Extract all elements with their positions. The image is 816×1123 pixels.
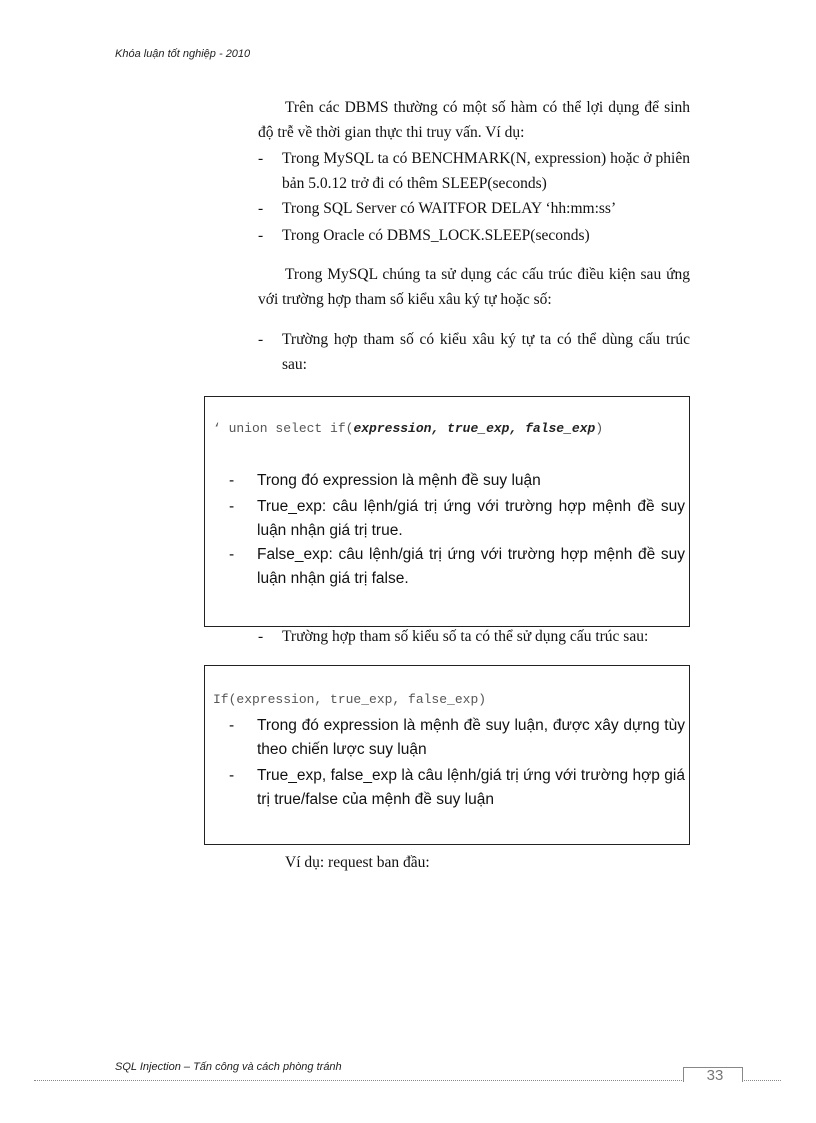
code-box-string [204,396,690,627]
bullet-dash: - [229,472,235,489]
number-case-text: Trường hợp tham số kiểu số ta có thể sử dụng cấu trúc sau: [282,628,649,645]
code-box-number [204,665,690,845]
bullet-dash: - [229,717,235,734]
box-bullet [229,495,685,543]
box-bullet [229,543,685,591]
bullet-dash: - [229,498,235,515]
bullet-dash: - [229,546,235,563]
box-bullet [229,764,685,812]
box-bullet-text: False_exp: câu lệnh/giá trị ứng với trường hợp mệnh đề suy luận nhận giá trị false. [257,546,685,587]
bullet-item [258,624,690,649]
running-header: Khóa luận tốt nghiệp - 2010 [115,48,251,60]
bullet-text-mysql: Trong MySQL ta có BENCHMARK(N, expression) hoặc ở phiên bản 5.0.12 trở đi có thêm SLEEP(seconds) [282,150,690,192]
box-bullet-text: Trong đó expression là mệnh đề suy luận, được xây dựng tùy theo chiến lược suy luận [257,717,685,758]
page-number: 33 [706,1067,724,1084]
box-bullet-text: True_exp, false_exp là câu lệnh/giá trị ứng với trường hợp giá trị true/false của mệnh đề suy luận [257,767,685,808]
bullet-dash: - [258,150,264,167]
box-bullet [229,469,685,493]
code-line-string: ‘ union select if(expression, true_exp, false_exp) [213,421,604,436]
bullet-item [258,146,690,196]
footer-rule [34,1080,684,1081]
bullet-text-oracle: Trong Oracle có DBMS_LOCK.SLEEP(seconds) [282,227,590,244]
code-line-number: If(expression, true_exp, false_exp) [213,692,487,707]
bullet-item [258,196,690,221]
bullet-dash: - [258,628,264,645]
mysql-paragraph: Trong MySQL chúng ta sử dụng các cấu trúc điều kiện sau ứng với trường hợp tham số kiểu xâu ký tự hoặc số: [258,266,690,308]
bullet-dash: - [258,227,264,244]
bullet-item [258,223,690,248]
bullet-dash: - [258,200,264,217]
bullet-text-sqlserver: Trong SQL Server có WAITFOR DELAY ‘hh:mm:ss’ [282,200,617,217]
box-bullet-text: Trong đó expression là mệnh đề suy luận [257,472,541,489]
running-footer: SQL Injection – Tấn công và cách phòng tránh [115,1061,342,1073]
footer-rule [741,1080,781,1081]
box-bullet-text: True_exp: câu lệnh/giá trị ứng với trường hợp mệnh đề suy luận nhận giá trị true. [257,498,685,539]
intro-paragraph: Trên các DBMS thường có một số hàm có thể lợi dụng để sinh độ trễ về thời gian thực thi truy vấn. Ví dụ: [258,99,690,141]
bullet-item [258,327,690,377]
example-text: Ví dụ: request ban đầu: [285,854,430,871]
string-case-text: Trường hợp tham số có kiểu xâu ký tự ta có thể dùng cấu trúc sau: [282,331,690,373]
bullet-dash: - [258,331,264,348]
box-bullet [229,714,685,762]
bullet-dash: - [229,767,235,784]
